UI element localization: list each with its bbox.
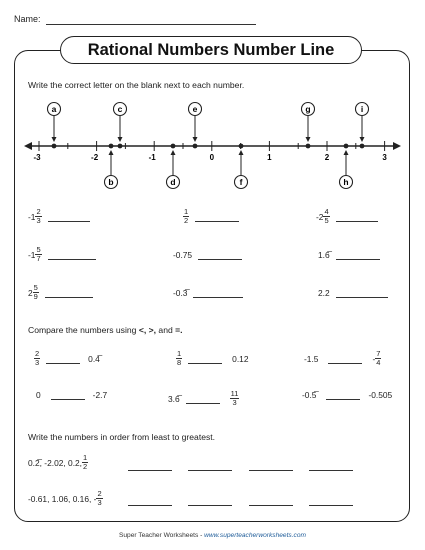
problem-2: $\frac{1}{2}$ <box>183 208 239 225</box>
tick-label: 0 <box>209 153 215 162</box>
answer-blank[interactable] <box>48 212 90 222</box>
problem-8: -0.3̅ <box>173 288 243 298</box>
svg-text:b: b <box>108 177 114 187</box>
compare-5: 3.6̅ $\frac{11}{3}$ <box>168 389 239 407</box>
compare-grid <box>34 346 414 426</box>
svg-text:h: h <box>343 177 349 187</box>
problem-4: -1 $\frac{5}{7}$ <box>28 246 96 263</box>
svg-text:i: i <box>360 104 364 114</box>
point-marker-b <box>105 150 118 189</box>
problem-6: 1.6̅ <box>318 250 380 260</box>
compare-1: $\frac{2}{3}$ 0.4̅ <box>35 349 100 367</box>
point-dot <box>118 144 123 149</box>
answer-blank[interactable] <box>336 212 378 222</box>
footer: Super Teacher Worksheets - www.superteacherworksheets.com <box>118 532 307 539</box>
compare-blank[interactable] <box>51 390 85 400</box>
answer-blank[interactable] <box>193 288 243 298</box>
order-blank[interactable] <box>249 496 293 506</box>
point-marker-g <box>302 103 315 143</box>
name-label: Name: <box>14 14 41 24</box>
tick-label: 2 <box>324 153 330 162</box>
footer-link[interactable]: www.superteacherworksheets.com <box>204 532 307 539</box>
compare-blank[interactable] <box>328 354 362 364</box>
order-blank[interactable] <box>249 461 293 471</box>
tick-label: 3 <box>382 153 387 162</box>
svg-text:f: f <box>239 177 243 187</box>
answer-blank[interactable] <box>336 288 388 298</box>
order-list-2: -0.61, 1.06, 0.16, - $\frac{2}{3}$ <box>28 489 102 507</box>
left-arrow-icon <box>24 142 32 150</box>
svg-text:d: d <box>170 177 176 187</box>
svg-text:e: e <box>192 104 198 114</box>
order-list-1: 0.2̅, -2.02, 0.2, $\frac{1}{2}$ <box>28 453 88 471</box>
svg-text:g: g <box>305 104 311 114</box>
right-arrow-icon <box>393 142 401 150</box>
point-dot <box>193 144 198 149</box>
point-dot <box>306 144 311 149</box>
compare-blank[interactable] <box>188 354 222 364</box>
tick-label: -3 <box>33 153 41 162</box>
compare-blank[interactable] <box>326 390 360 400</box>
order-blank[interactable] <box>128 461 172 471</box>
point-dot <box>52 144 57 149</box>
compare-6: -0.5̅ -0.505 <box>302 390 393 400</box>
order-blanks-2 <box>128 493 353 511</box>
order-blank[interactable] <box>128 496 172 506</box>
order-blank[interactable] <box>309 461 353 471</box>
compare-4: 0 -2.7 <box>36 390 108 400</box>
compare-blank[interactable] <box>46 354 80 364</box>
point-marker-h <box>340 150 353 189</box>
footer-brand: Super Teacher Worksheets <box>118 532 199 539</box>
problem-3: -2 $\frac{4}{5}$ <box>316 208 378 225</box>
page-title: Rational Numbers Number Line <box>87 40 335 59</box>
point-marker-d <box>167 150 180 189</box>
point-dot <box>171 144 176 149</box>
svg-text:c: c <box>117 104 123 114</box>
point-dot <box>344 144 349 149</box>
section2-instruction: Compare the numbers using <, >, and =. <box>28 325 183 335</box>
tick-label: 1 <box>267 153 272 162</box>
answer-blank[interactable] <box>198 250 242 260</box>
section3-instruction: Write the numbers in order from least to greatest. <box>28 432 216 442</box>
order-blanks-1 <box>128 458 353 476</box>
answer-blank[interactable] <box>48 250 96 260</box>
order-blank[interactable] <box>309 496 353 506</box>
point-marker-c <box>114 103 127 143</box>
order-blank[interactable] <box>188 496 232 506</box>
point-dot <box>360 144 365 149</box>
point-marker-f <box>235 150 248 189</box>
problem-5: -0.75 <box>173 250 242 260</box>
compare-3: -1.5 - $\frac{7}{4}$ <box>304 349 381 367</box>
compare-blank[interactable] <box>186 394 220 404</box>
point-marker-e <box>189 103 202 143</box>
problem-1: -1 $\frac{2}{3}$ <box>28 208 90 225</box>
answer-blank[interactable] <box>45 288 93 298</box>
order-blank[interactable] <box>188 461 232 471</box>
point-dot <box>109 144 114 149</box>
tick-label: -2 <box>91 153 99 162</box>
problem-9: 2.2 <box>318 288 388 298</box>
number-line <box>0 0 425 200</box>
point-dot <box>239 144 244 149</box>
point-marker-a <box>48 103 61 143</box>
answer-blank[interactable] <box>336 250 380 260</box>
problem-7: 2 $\frac{5}{9}$ <box>28 284 93 301</box>
tick-label: -1 <box>148 153 156 162</box>
section1-instruction: Write the correct letter on the blank next to each number. <box>28 80 245 90</box>
svg-text:a: a <box>51 104 57 114</box>
compare-2: $\frac{1}{8}$ 0.12 <box>177 349 249 367</box>
answer-blank[interactable] <box>195 212 239 222</box>
point-marker-i <box>356 103 369 143</box>
